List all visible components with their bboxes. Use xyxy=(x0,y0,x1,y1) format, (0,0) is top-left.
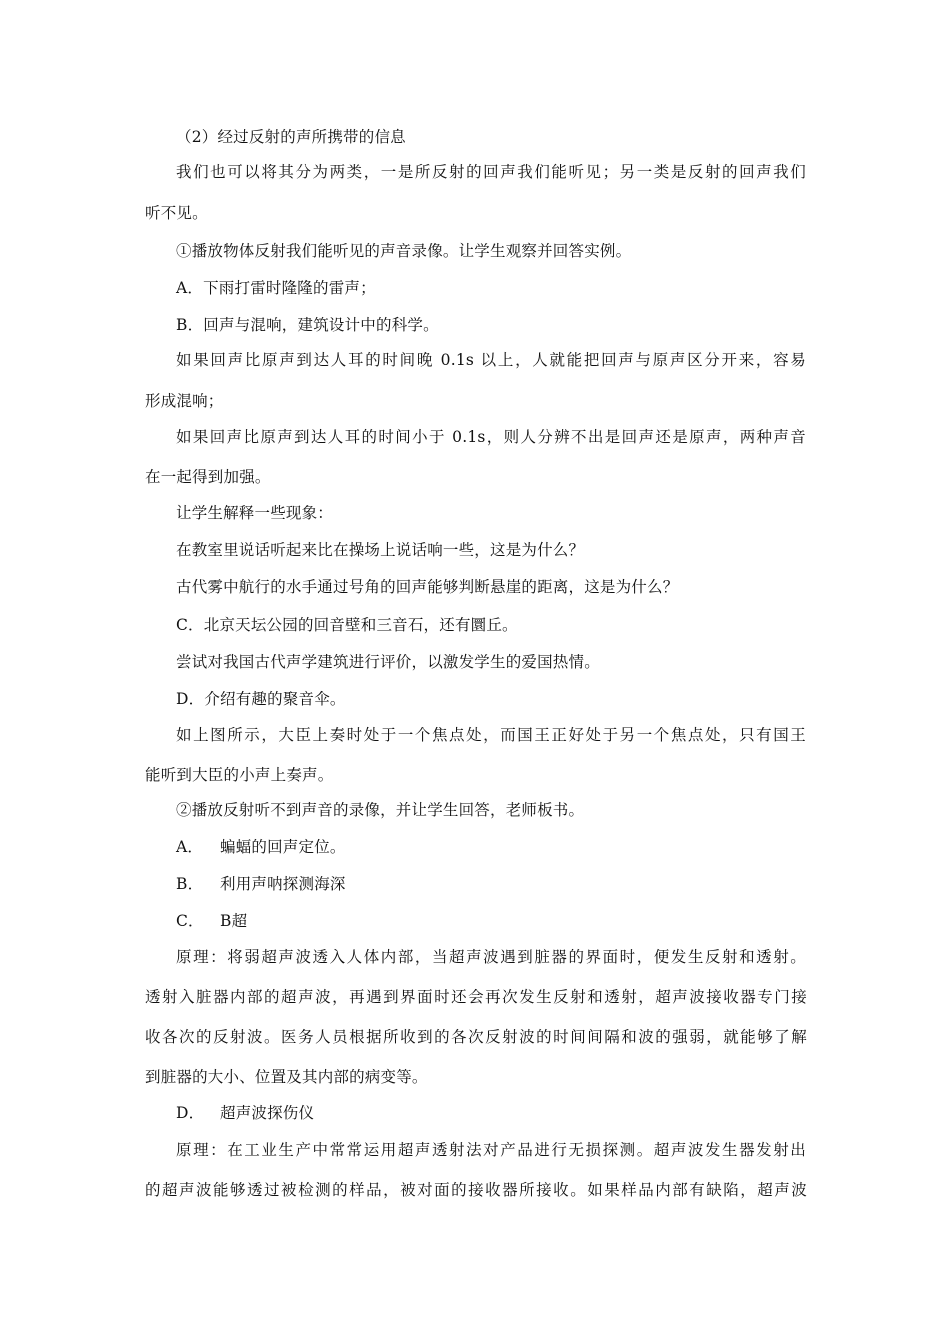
list-marker: B． xyxy=(176,875,204,893)
list-item-text: 蝙蝠的回声定位。 xyxy=(220,838,346,856)
paragraph-line: 能听到大臣的小声上奏声。 xyxy=(145,766,334,784)
paragraph-line: ①播放物体反射我们能听见的声音录像。让学生观察并回答实例。 xyxy=(176,242,632,260)
paragraph-line: 原理：在工业生产中常常运用超声透射法对产品进行无损探测。超声波发生器发射出 xyxy=(176,1141,806,1159)
paragraph-line: 在教室里说话听起来比在操场上说话响一些，这是为什么？ xyxy=(176,541,585,559)
list-marker: C． xyxy=(176,912,204,930)
paragraph-line: 如果回声比原声到达人耳的时间晚 0.1s 以上，人就能把回声与原声区分开来，容易 xyxy=(176,351,806,369)
list-item-text: B超 xyxy=(220,912,248,930)
list-item: D．介绍有趣的聚音伞。 xyxy=(176,690,346,708)
paragraph-line: 到脏器的大小、位置及其内部的病变等。 xyxy=(145,1068,428,1086)
paragraph-line: 古代雾中航行的水手通过号角的回声能够判断悬崖的距离，这是为什么？ xyxy=(176,578,679,596)
list-item xyxy=(176,1103,846,1123)
paragraph-line: 让学生解释一些现象： xyxy=(176,504,334,522)
paragraph-line: 收各次的反射波。医务人员根据所收到的各次反射波的时间间隔和波的强弱，就能够了解 xyxy=(145,1028,807,1046)
section-heading: （2）经过反射的声所携带的信息 xyxy=(176,128,406,146)
paragraph-line: 在一起得到加强。 xyxy=(145,468,271,486)
list-marker: D． xyxy=(176,1104,205,1122)
list-item: B．回声与混响，建筑设计中的科学。 xyxy=(176,316,439,334)
list-item xyxy=(176,874,846,894)
list-item: A．下雨打雷时隆隆的雷声； xyxy=(176,279,376,297)
list-item-text: 超声波探伤仪 xyxy=(220,1104,315,1122)
paragraph-line: 形成混响； xyxy=(145,392,224,410)
paragraph-line: 如上图所示，大臣上奏时处于一个焦点处，而国王正好处于另一个焦点处，只有国王 xyxy=(176,726,806,744)
list-marker: A． xyxy=(176,838,204,856)
list-item xyxy=(176,911,846,931)
paragraph-line: 的超声波能够透过被检测的样品，被对面的接收器所接收。如果样品内部有缺陷，超声波 xyxy=(145,1181,807,1199)
list-item xyxy=(176,837,846,857)
paragraph-line: 原理：将弱超声波透入人体内部，当超声波遇到脏器的界面时，便发生反射和透射。 xyxy=(176,948,806,966)
list-item-text: 利用声呐探测海深 xyxy=(220,875,346,893)
paragraph-line: 尝试对我国古代声学建筑进行评价，以激发学生的爱国热情。 xyxy=(176,653,600,671)
paragraph-line: 透射入脏器内部的超声波，再遇到界面时还会再次发生反射和透射，超声波接收器专门接 xyxy=(145,988,807,1006)
paragraph-line: 听不见。 xyxy=(145,204,208,222)
paragraph-line: 我们也可以将其分为两类，一是所反射的回声我们能听见；另一类是反射的回声我们 xyxy=(176,163,806,181)
list-item: C．北京天坛公园的回音壁和三音石，还有圜丘。 xyxy=(176,616,518,634)
paragraph-line: ②播放反射听不到声音的录像，并让学生回答，老师板书。 xyxy=(176,801,585,819)
paragraph-line: 如果回声比原声到达人耳的时间小于 0.1s，则人分辨不出是回声还是原声，两种声音 xyxy=(176,428,806,446)
